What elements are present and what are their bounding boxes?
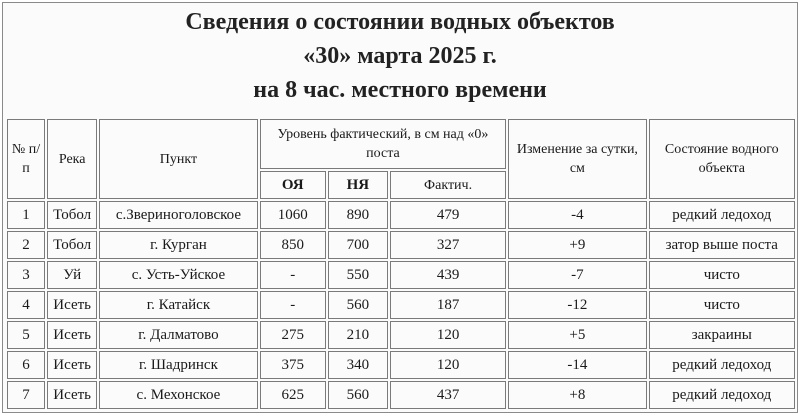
cell-actual: 439 — [390, 261, 506, 289]
header-oya: ОЯ — [260, 171, 326, 199]
cell-state: редкий ледоход — [649, 201, 795, 229]
cell-oya: - — [260, 261, 326, 289]
cell-point: г. Далматово — [99, 321, 257, 349]
cell-num: 5 — [7, 321, 45, 349]
cell-state: затор выше поста — [649, 231, 795, 259]
cell-nya: 560 — [328, 381, 388, 409]
cell-oya: 850 — [260, 231, 326, 259]
cell-point: г. Шадринск — [99, 351, 257, 379]
cell-point: г. Катайск — [99, 291, 257, 319]
header-river: Река — [47, 119, 97, 199]
water-bodies-table — [5, 117, 797, 411]
header-change: Изменение за сутки, см — [508, 119, 646, 199]
cell-actual: 479 — [390, 201, 506, 229]
cell-nya: 560 — [328, 291, 388, 319]
table-row — [7, 351, 795, 379]
cell-river: Тобол — [47, 201, 97, 229]
cell-actual: 120 — [390, 351, 506, 379]
cell-change: -14 — [508, 351, 646, 379]
cell-oya: 275 — [260, 321, 326, 349]
cell-oya: - — [260, 291, 326, 319]
cell-state: закраины — [649, 321, 795, 349]
table-row — [7, 261, 795, 289]
cell-oya: 625 — [260, 381, 326, 409]
cell-river: Исеть — [47, 291, 97, 319]
table-row — [7, 291, 795, 319]
cell-change: +9 — [508, 231, 646, 259]
cell-state: редкий ледоход — [649, 381, 795, 409]
cell-state: чисто — [649, 291, 795, 319]
cell-river: Уй — [47, 261, 97, 289]
header-actual: Фактич. — [390, 171, 506, 199]
cell-oya: 1060 — [260, 201, 326, 229]
cell-actual: 120 — [390, 321, 506, 349]
title-line-2: «30» марта 2025 г. — [303, 43, 497, 69]
table-row — [7, 201, 795, 229]
table-row — [7, 321, 795, 349]
cell-oya: 375 — [260, 351, 326, 379]
title-line-3: на 8 час. местного времени — [253, 77, 547, 103]
header-level-group: Уровень фактический, в см над «0» поста — [260, 119, 507, 169]
report-title — [3, 3, 797, 113]
cell-point: г. Курган — [99, 231, 257, 259]
cell-actual: 327 — [390, 231, 506, 259]
cell-change: +8 — [508, 381, 646, 409]
cell-num: 3 — [7, 261, 45, 289]
cell-num: 4 — [7, 291, 45, 319]
header-state: Состояние водного объекта — [649, 119, 795, 199]
cell-river: Тобол — [47, 231, 97, 259]
header-nya: НЯ — [328, 171, 388, 199]
cell-point: с. Мехонское — [99, 381, 257, 409]
cell-change: -4 — [508, 201, 646, 229]
header-num: № п/п — [7, 119, 45, 199]
cell-nya: 890 — [328, 201, 388, 229]
cell-change: -12 — [508, 291, 646, 319]
table-row — [7, 381, 795, 409]
cell-point: с.Звериноголовское — [99, 201, 257, 229]
cell-nya: 210 — [328, 321, 388, 349]
cell-nya: 340 — [328, 351, 388, 379]
cell-river: Исеть — [47, 381, 97, 409]
cell-actual: 437 — [390, 381, 506, 409]
title-line-1: Сведения о состоянии водных объектов — [185, 9, 615, 35]
cell-num: 1 — [7, 201, 45, 229]
cell-num: 7 — [7, 381, 45, 409]
cell-nya: 550 — [328, 261, 388, 289]
cell-change: -7 — [508, 261, 646, 289]
cell-change: +5 — [508, 321, 646, 349]
cell-river: Исеть — [47, 321, 97, 349]
table-row — [7, 231, 795, 259]
cell-state: редкий ледоход — [649, 351, 795, 379]
cell-river: Исеть — [47, 351, 97, 379]
cell-point: с. Усть-Уйское — [99, 261, 257, 289]
cell-state: чисто — [649, 261, 795, 289]
report-sheet — [2, 2, 798, 413]
cell-num: 2 — [7, 231, 45, 259]
cell-num: 6 — [7, 351, 45, 379]
header-point: Пункт — [99, 119, 257, 199]
cell-nya: 700 — [328, 231, 388, 259]
cell-actual: 187 — [390, 291, 506, 319]
